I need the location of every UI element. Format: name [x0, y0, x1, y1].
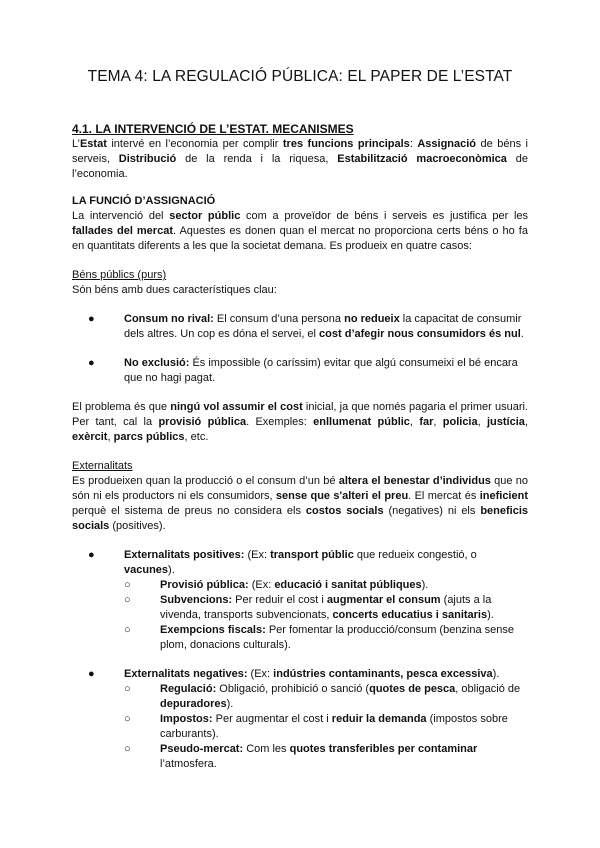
list-item: ○ Provisió pública: (Ex: educació i sanitat públiques). [124, 579, 429, 591]
circle-bullet-icon: ○ [124, 579, 131, 591]
list-item: ○ Exempcions fiscals: Per fomentar la producció/consum (benzina sense plom, donacions culturals). [124, 624, 515, 651]
bullet-icon: ● [88, 668, 95, 680]
assignacio-heading: LA FUNCIÓ D’ASSIGNACIÓ [72, 195, 216, 207]
bens-publics-paragraph: El problema és que ningú vol assumir el cost inicial, ja que només pagaria el primer usuari. Per tant, cal la provisió pública. Exemples: enllumenat públic, far, policia, justícia, exèrcit, parcs públics, etc. [72, 401, 528, 443]
externalitats-label: Externalitats [72, 460, 133, 472]
circle-bullet-icon: ○ [124, 683, 131, 695]
circle-bullet-icon: ○ [124, 713, 131, 725]
list-item: ● No exclusió: És impossible (o caríssim) evitar que algú consumeixi el bé encara que no hagi pagat. [88, 357, 518, 384]
section-intro: L’Estat intervé en l’economia per complir tres funcions principals: Assignació de béns i serveis, Distribució de la renda i la riquesa, Estabilització macroeconòmica de l’economia. [72, 138, 528, 180]
bens-publics-desc: Són béns amb dues característiques clau: [72, 284, 277, 296]
sublist-positives [72, 578, 528, 653]
bullet-icon: ● [88, 549, 95, 561]
externalitats-paragraph: Es produeixen quan la producció o el consum d’un bé altera el benestar d’individus que no són ni els productors ni els consumidors, sense que s'alteri el preu. El mercat és ineficient perquè el sistema de preus no considera els costos socials (negatives) ni els beneficis socials (positives). [72, 475, 528, 532]
assignacio-paragraph: La intervenció del sector públic com a proveïdor de béns i serveis es justifica per les fallades del mercat. Aquestes es donen quan el mercat no proporciona certs béns o ho fa en quantitats diferents a les que la societat demana. Es produeix en quatre casos: [72, 210, 529, 252]
list-item: ○ Impostos: Per augmentar el cost i reduir la demanda (impostos sobre carburants). [124, 713, 508, 740]
list-item: ○ Subvencions: Per reduir el cost i augmentar el consum (ajuts a la vivenda, transports subvencionats, concerts educatius i sanitaris). [124, 594, 494, 621]
list-item: ● Consum no rival: El consum d’una persona no redueix la capacitat de consumir dels altres. Un cop es dóna el servei, el cost d’afegir nous consumidors és nul. [88, 313, 524, 340]
sublist-negatives [72, 682, 528, 772]
list-item-externalitats-negatives: ● Externalitats negatives: (Ex: indústries contaminants, pesca excessiva). [88, 668, 500, 680]
bullet-icon: ● [88, 313, 95, 325]
section-heading: 4.1. LA INTERVENCIÓ DE L’ESTAT. MECANISMES [72, 122, 354, 136]
bullet-icon: ● [88, 357, 95, 369]
page-title: TEMA 4: LA REGULACIÓ PÚBLICA: EL PAPER DE L’ESTAT [87, 68, 513, 85]
circle-bullet-icon: ○ [124, 624, 131, 636]
list-item: ○ Regulació: Obligació, prohibició o sanció (quotes de pesca, obligació de depuradores). [124, 683, 521, 710]
circle-bullet-icon: ○ [124, 743, 131, 755]
circle-bullet-icon: ○ [124, 594, 131, 606]
list-item-externalitats-positives: ● Externalitats positives: (Ex: transport públic que redueix congestió, o vacunes). [88, 549, 477, 576]
document-page [72, 68, 528, 772]
bens-publics-label: Béns públics (purs) [72, 269, 167, 281]
list-item: ○ Pseudo-mercat: Com les quotes transferibles per contaminar l’atmosfera. [124, 743, 478, 770]
